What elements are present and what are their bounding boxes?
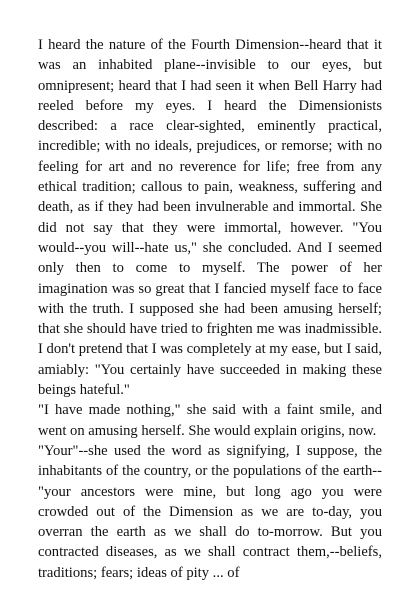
paragraph-3: "Your"--she used the word as signifying, I suppose, the inhabitants of the country, or the populations of the earth--"your ancestors were mine, but long ago you were crowded out of the Dimension as we are to-day, you overran the earth as we shall do to-morrow. But you contracted diseases, as we shall contract them,--beliefs, traditions; fears; ideas of pity ... of — [38, 442, 382, 581]
paragraph-1: I heard the nature of the Fourth Dimension--heard that it was an inhabited plane--invisible to our eyes, but omnipresent; heard that I had seen it when Bell Harry had reeled before my eyes. I heard the Dimensionists described: a race clear-sighted, eminently practical, incredible; with no ideals, prejudices, or remorse; with no feeling for art and no reverence for life; free from any ethical tradition; callous to pain, weakness, suffering and death, as if they had been invulnerable and immortal. She did not say that they were immortal, however. "You would--you will--hate us," she concluded. And I seemed only then to come to myself. The power of her imagination was so great that I fancied myself face to face with the truth. I supposed she had been amusing herself; that she should have tried to frighten me was inadmissible. I don't pretend that I was completely at my ease, but I said, amiably: "You certainly have succeeded in making these beings hateful." — [38, 37, 382, 399]
document-page — [38, 35, 382, 583]
paragraph-2: "I have made nothing," she said with a faint smile, and went on amusing herself. She would explain origins, now. — [38, 402, 382, 439]
